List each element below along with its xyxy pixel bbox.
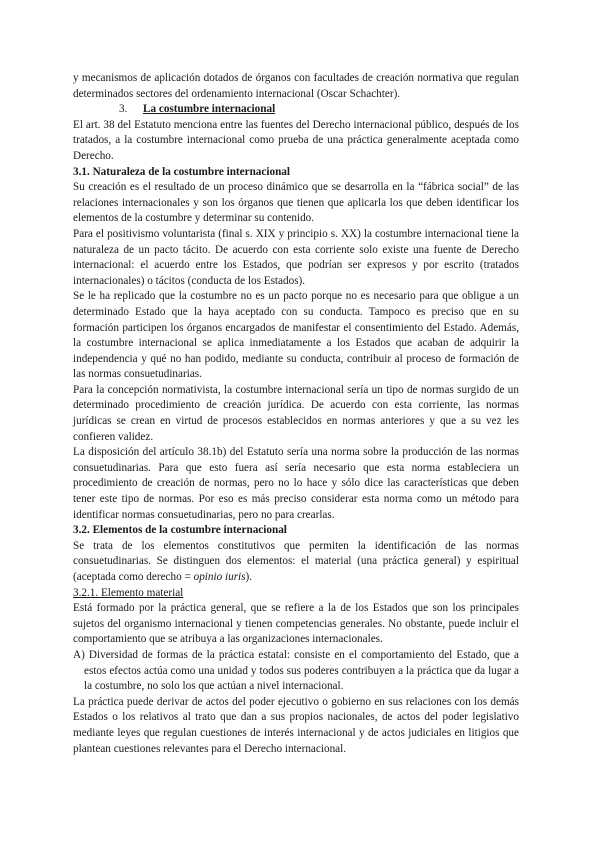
section-heading-3 — [73, 102, 519, 118]
opinio-iuris-term: opinio iuris — [193, 571, 246, 583]
section-number: 3. — [119, 103, 128, 116]
heading-3-2-1: 3.2.1. Elemento material — [73, 586, 184, 599]
paragraph-creacion: Su creación es el resultado de un proceso dinámico que se desarrolla en la “fábrica social” de las relaciones internacionales y son los órganos que tienen que aplicarla los que deben identificar los elementos de la costumbre y determinar su contenido. — [73, 181, 519, 225]
paragraph-art38: El art. 38 del Estatuto menciona entre las fuentes del Derecho internacional público, después de los tratados, a la costumbre internacional como prueba de una práctica generalmente aceptada como Derecho. — [73, 118, 519, 162]
paragraph-practica: La práctica puede derivar de actos del poder ejecutivo o gobierno en sus relaciones con los demás Estados o los relativos al trato que dan a sus propios nacionales, de actos del poder legislativo mediante leyes que regulan cuestiones de interés internacional y de actos judiciales en litigios que plantean cuestiones relevantes para el Derecho internacional. — [73, 695, 519, 755]
paragraph-disposicion: La disposición del artículo 38.1b) del Estatuto sería una norma sobre la producción de las normas consuetudinarias. Para que esto fuera así sería necesario que esta norma estableciera un procedimiento de creación de normas, pero no lo hace y sólo dice las características que deben tener este tipo de normas. Por eso es más preciso considerar esta norma como un método para identificar normas consuetudinarias, pero no para crearlas. — [73, 446, 519, 521]
paragraph-intro: y mecanismos de aplicación dotados de órganos con facultades de creación normativa que regulan determinados sectores del ordenamiento internacional (Oscar Schachter). — [73, 72, 519, 100]
heading-3-1: 3.1. Naturaleza de la costumbre internacional — [73, 165, 290, 178]
document-page — [73, 71, 519, 757]
paragraph-normativista: Para la concepción normativista, la costumbre internacional sería un tipo de normas surgido de un determinado procedimiento de creación jurídica. De acuerdo con esta corriente, las normas jurídicas se crean en virtud de procesos establecidos en normas anteriores y que a su vez les confieren validez. — [73, 383, 519, 443]
section-title: La costumbre internacional — [143, 103, 276, 116]
paragraph-replicado: Se le ha replicado que la costumbre no es un pacto porque no es necesario para que obligue a un determinado Estado que la haya aceptado con su conducta. Tampoco es preciso que en su formación participen los órganos encargados de manifestar el consentimiento del Estado. Además, la costumbre internacional se aplica inmediatamente a los Estados que acaban de adquirir la independencia y qué no han podido, mediante su conducta, contribuir al proceso de formación de las normas consuetudinarias. — [73, 290, 519, 381]
paragraph-formado: Está formado por la práctica general, que se refiere a la de los Estados que son los principales sujetos del organismo internacional y tienen competencias generales. No obstante, puede incluir el comportamiento que se atribuya a las organizaciones internacionales. — [73, 602, 519, 646]
heading-3-2: 3.2. Elementos de la costumbre internacional — [73, 524, 287, 537]
paragraph-positivismo: Para el positivismo voluntarista (final s. XIX y principio s. XX) la costumbre internacional tiene la naturaleza de un pacto tácito. De acuerdo con esta corriente solo existe una fuente de Derecho internacional: el acuerdo entre los Estados, que podrían ser expresos y por escrito (tratados internacionales) o tácitos (conducta de los Estados). — [73, 227, 519, 287]
paragraph-diversidad: A) Diversidad de formas de la práctica estatal: consiste en el comportamiento del Estado, que a estos efectos actúa como una unidad y todos sus poderes contribuyen a la práctica que da lugar a la costumbre, no solo los que actúan a nivel internacional. — [73, 648, 519, 693]
paragraph-elementos — [73, 539, 519, 586]
elementos-text-b: ). — [245, 571, 253, 583]
elementos-text-a: Se trata de los elementos constitutivos que permiten la identificación de las normas consuetudinarias. Se distinguen dos elementos: el material (una práctica general) y espiritual (aceptada como derecho = — [73, 539, 519, 583]
